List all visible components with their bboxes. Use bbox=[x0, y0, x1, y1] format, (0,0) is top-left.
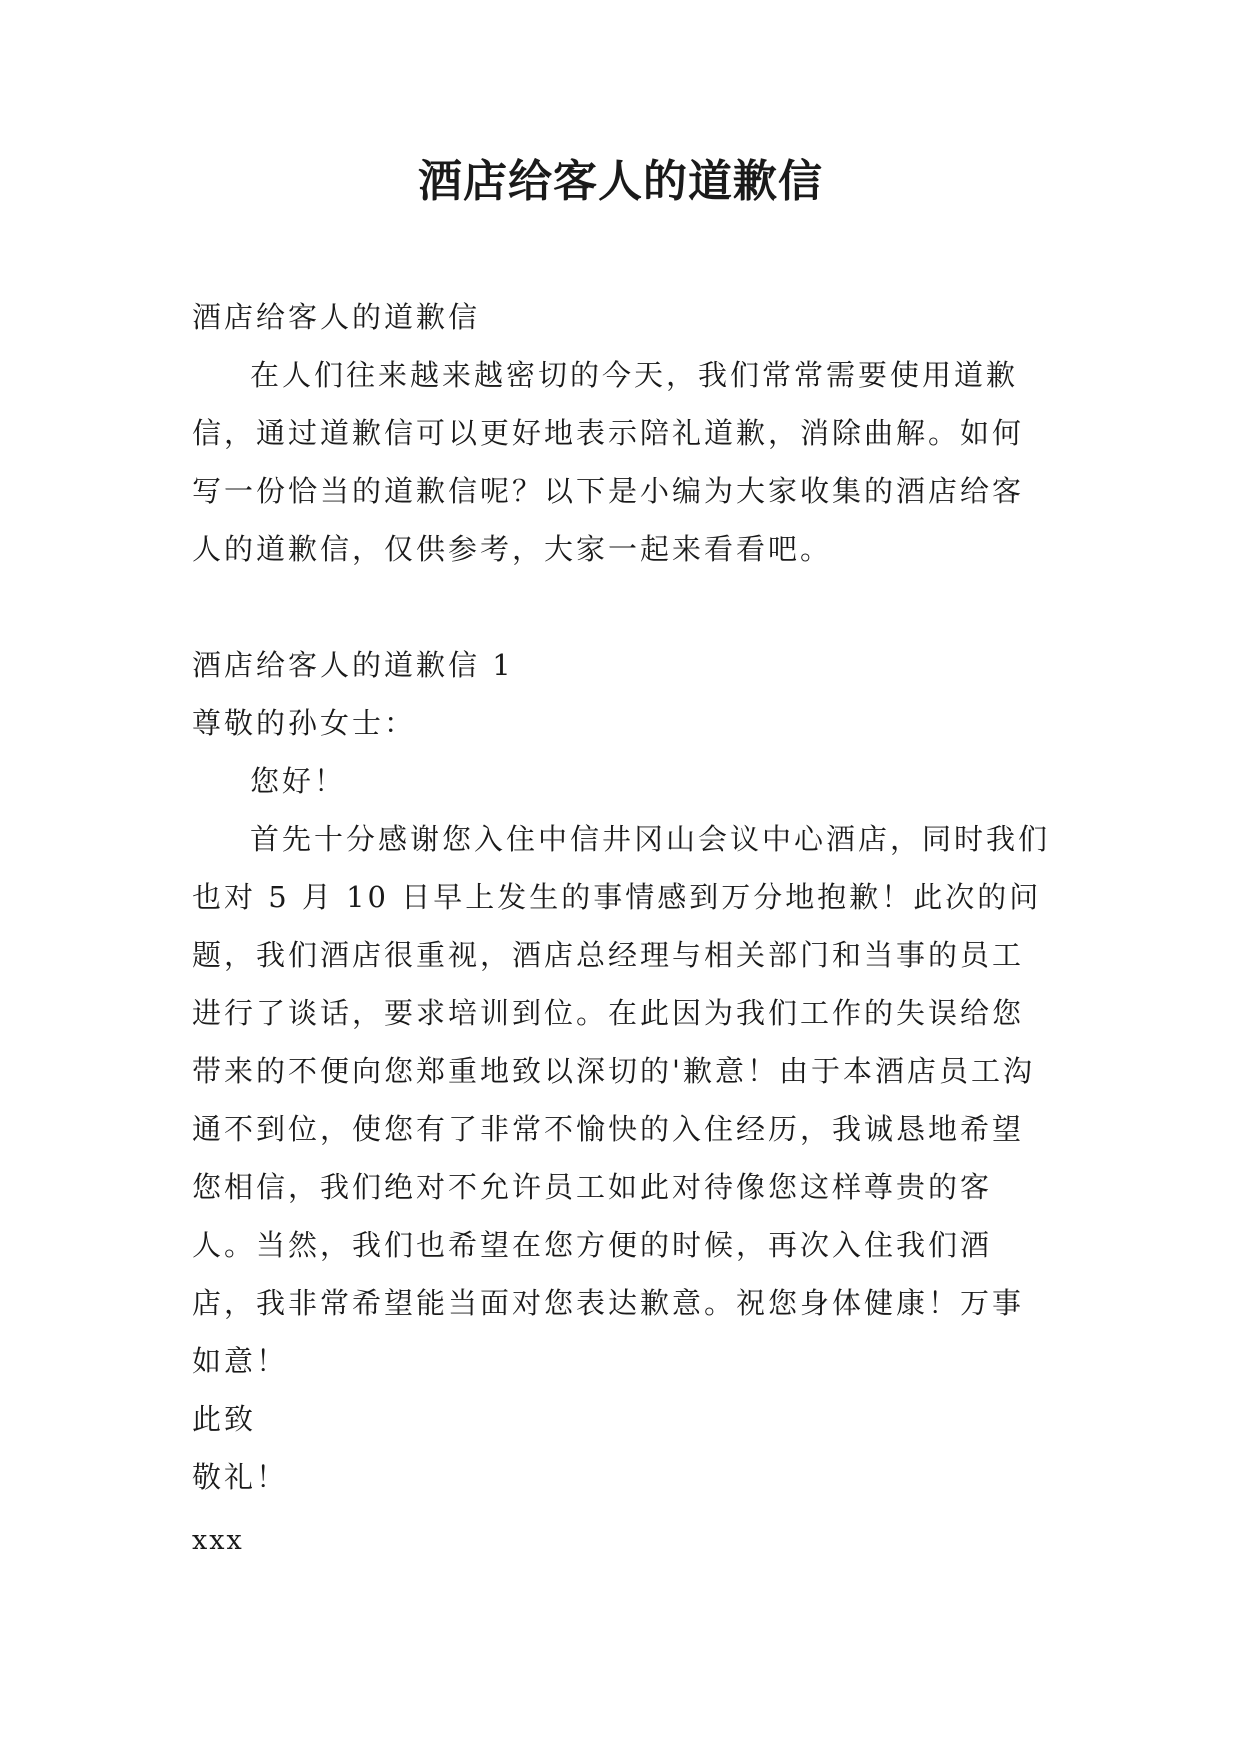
intro-heading: 酒店给客人的道歉信 bbox=[192, 300, 481, 334]
letter-heading: 酒店给客人的道歉信 1 bbox=[192, 648, 514, 682]
signature: xxx bbox=[192, 1525, 244, 1556]
greeting: 您好！ bbox=[250, 764, 347, 798]
intro-paragraph: 在人们往来越来越密切的今天，我们常常需要使用道歉信，通过道歉信可以更好地表示陪礼道歉，消除曲解。如何写一份恰当的道歉信呢？以下是小编为大家收集的酒店给客人的道歉信，仅供参考，大家一起来看看吧。 bbox=[192, 358, 1025, 566]
section-spacer bbox=[192, 578, 1054, 636]
document-body bbox=[192, 288, 1054, 1570]
closing-line-1: 此致 bbox=[192, 1402, 257, 1436]
document-title: 酒店给客人的道歉信 bbox=[418, 156, 823, 207]
salutation: 尊敬的孙女士： bbox=[192, 706, 417, 740]
closing-line-2: 敬礼！ bbox=[192, 1460, 289, 1494]
letter-body-paragraph: 首先十分感谢您入住中信井冈山会议中心酒店，同时我们也对 5 月 10 日早上发生的事情感到万分地抱歉！此次的问题，我们酒店很重视，酒店总经理与相关部门和当事的员工进行了谈话，要求培训到位。在此因为我们工作的失误给您带来的不便向您郑重地致以深切的'歉意！由于本酒店员工沟通不到位，使您有了非常不愉快的入住经历，我诚恳地希望您相信，我们绝对不允许员工如此对待像您这样尊贵的客人。当然，我们也希望在您方便的时候，再次入住我们酒店，我非常希望能当面对您表达歉意。祝您身体健康！万事如意！ bbox=[192, 822, 1051, 1378]
